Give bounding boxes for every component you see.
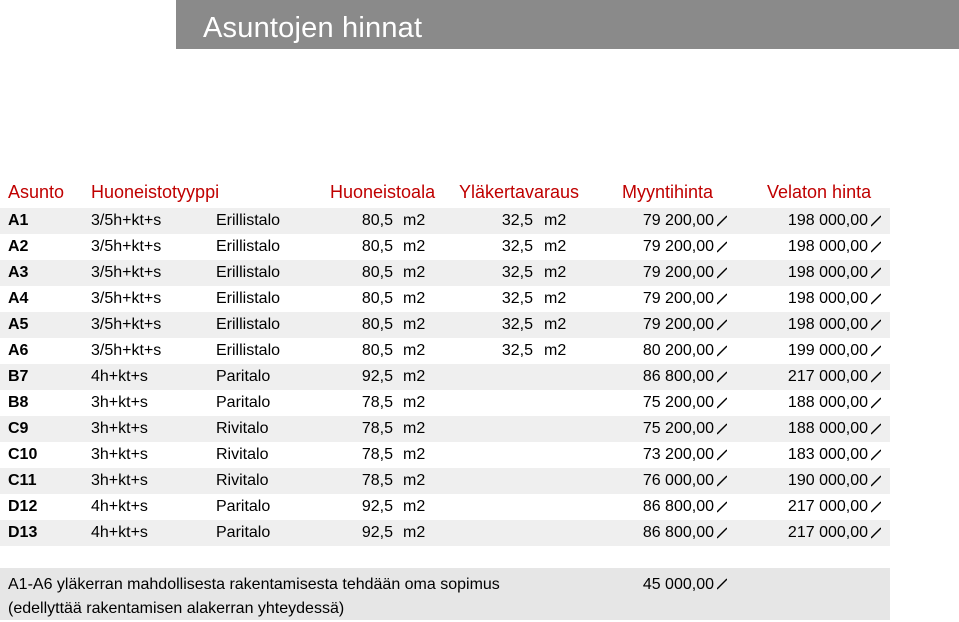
cell-ylakerta: 32,5 (501, 212, 533, 229)
cell-asunto: A5 (8, 316, 29, 333)
euro-sign-icon (871, 421, 881, 437)
table-row (0, 312, 890, 338)
cell-asunto: A3 (8, 264, 29, 281)
cell-ylakerta-unit: m2 (544, 212, 567, 229)
cell-ala-unit: m2 (403, 264, 426, 281)
cell-ala-unit: m2 (403, 420, 426, 437)
cell-tyyppi: 3/5h+kt+s (91, 290, 162, 307)
cell-asunto: C10 (8, 446, 38, 463)
cell-ala: 92,5 (361, 368, 393, 385)
cell-talotyyppi: Erillistalo (216, 342, 281, 359)
table-row (0, 286, 890, 312)
cell-myynti: 86 800,00 (642, 524, 714, 541)
cell-velaton: 198 000,00 (787, 264, 868, 281)
euro-sign-icon (717, 317, 727, 333)
euro-sign-icon (871, 473, 881, 489)
euro-sign-icon (871, 291, 881, 307)
footer-note-line2: (edellyttää rakentamisen alakerran yhteydessä) (8, 600, 345, 617)
cell-asunto: D13 (8, 524, 38, 541)
cell-talotyyppi: Erillistalo (216, 238, 281, 255)
cell-ala: 80,5 (361, 342, 393, 359)
table-row (0, 260, 890, 286)
cell-ylakerta-unit: m2 (544, 264, 567, 281)
cell-myynti: 79 200,00 (642, 290, 714, 307)
cell-velaton: 183 000,00 (787, 446, 868, 463)
cell-asunto: B8 (8, 394, 29, 411)
cell-ylakerta: 32,5 (501, 342, 533, 359)
euro-sign-icon (717, 473, 727, 489)
table-row (0, 208, 890, 234)
euro-sign-icon (871, 213, 881, 229)
table-row (0, 338, 890, 364)
cell-ala-unit: m2 (403, 212, 426, 229)
cell-ylakerta-unit: m2 (544, 342, 567, 359)
euro-sign-icon (717, 447, 727, 463)
page-title: Asuntojen hinnat (203, 12, 423, 44)
cell-tyyppi: 4h+kt+s (91, 368, 148, 385)
cell-velaton: 217 000,00 (787, 368, 868, 385)
title-bar (176, 0, 959, 49)
cell-myynti: 76 000,00 (642, 472, 714, 489)
table-row (0, 364, 890, 390)
euro-sign-icon (871, 265, 881, 281)
euro-sign-icon (717, 499, 727, 515)
cell-talotyyppi: Paritalo (216, 524, 271, 541)
cell-asunto: A1 (8, 212, 29, 229)
cell-ylakerta: 32,5 (501, 316, 533, 333)
footer-amount: 45 000,00 (642, 576, 714, 593)
header-asunto: Asunto (8, 182, 65, 202)
cell-tyyppi: 3h+kt+s (91, 472, 148, 489)
cell-talotyyppi: Paritalo (216, 498, 271, 515)
euro-sign-icon (871, 525, 881, 541)
cell-myynti: 75 200,00 (642, 420, 714, 437)
cell-myynti: 79 200,00 (642, 264, 714, 281)
header-myynti: Myyntihinta (622, 182, 714, 202)
euro-sign-icon (717, 239, 727, 255)
cell-ala: 92,5 (361, 524, 393, 541)
cell-talotyyppi: Erillistalo (216, 290, 281, 307)
cell-asunto: A4 (8, 290, 29, 307)
cell-myynti: 75 200,00 (642, 394, 714, 411)
cell-myynti: 79 200,00 (642, 316, 714, 333)
table-row (0, 442, 890, 468)
euro-sign-icon (871, 239, 881, 255)
cell-talotyyppi: Paritalo (216, 368, 271, 385)
header-velaton: Velaton hinta (767, 182, 872, 202)
euro-sign-icon (871, 317, 881, 333)
euro-sign-icon (871, 395, 881, 411)
table-row (0, 468, 890, 494)
cell-myynti: 80 200,00 (642, 342, 714, 359)
euro-sign-icon (717, 369, 727, 385)
euro-sign-icon (717, 343, 727, 359)
cell-ala: 80,5 (361, 238, 393, 255)
cell-velaton: 198 000,00 (787, 238, 868, 255)
euro-sign-icon (717, 395, 727, 411)
cell-tyyppi: 3/5h+kt+s (91, 342, 162, 359)
euro-sign-icon (717, 265, 727, 281)
cell-ala: 78,5 (361, 446, 393, 463)
cell-velaton: 198 000,00 (787, 290, 868, 307)
cell-myynti: 79 200,00 (642, 212, 714, 229)
cell-ala-unit: m2 (403, 368, 426, 385)
cell-velaton: 198 000,00 (787, 212, 868, 229)
cell-asunto: C9 (8, 420, 29, 437)
cell-ala-unit: m2 (403, 498, 426, 515)
table-row (0, 416, 890, 442)
cell-myynti: 86 800,00 (642, 498, 714, 515)
cell-ala-unit: m2 (403, 290, 426, 307)
euro-sign-icon (717, 421, 727, 437)
euro-sign-icon (717, 213, 727, 229)
cell-asunto: A2 (8, 238, 29, 255)
cell-ala-unit: m2 (403, 394, 426, 411)
cell-ylakerta-unit: m2 (544, 316, 567, 333)
cell-velaton: 188 000,00 (787, 420, 868, 437)
cell-ala: 80,5 (361, 290, 393, 307)
footer-note (0, 568, 890, 620)
cell-tyyppi: 3h+kt+s (91, 446, 148, 463)
cell-myynti: 73 200,00 (642, 446, 714, 463)
cell-tyyppi: 3h+kt+s (91, 394, 148, 411)
footer-note-line1: A1-A6 yläkerran mahdollisesta rakentamisesta tehdään oma sopimus (8, 576, 500, 593)
cell-talotyyppi: Rivitalo (216, 420, 269, 437)
cell-ylakerta-unit: m2 (544, 238, 567, 255)
cell-velaton: 198 000,00 (787, 316, 868, 333)
cell-talotyyppi: Rivitalo (216, 446, 269, 463)
euro-sign-icon (871, 499, 881, 515)
cell-tyyppi: 3/5h+kt+s (91, 264, 162, 281)
cell-ala: 78,5 (361, 420, 393, 437)
cell-ala: 78,5 (361, 394, 393, 411)
header-tyyppi: Huoneistotyyppi (91, 182, 220, 202)
cell-tyyppi: 4h+kt+s (91, 498, 148, 515)
cell-ala: 92,5 (361, 498, 393, 515)
cell-ala-unit: m2 (403, 238, 426, 255)
cell-ala: 80,5 (361, 316, 393, 333)
cell-talotyyppi: Erillistalo (216, 316, 281, 333)
table-row (0, 234, 890, 260)
cell-asunto: A6 (8, 342, 29, 359)
euro-sign-icon (717, 576, 727, 592)
cell-ala-unit: m2 (403, 316, 426, 333)
cell-velaton: 199 000,00 (787, 342, 868, 359)
cell-myynti: 79 200,00 (642, 238, 714, 255)
cell-asunto: D12 (8, 498, 38, 515)
cell-velaton: 217 000,00 (787, 524, 868, 541)
euro-sign-icon (717, 525, 727, 541)
header-ala: Huoneistoala (330, 182, 436, 202)
cell-ala: 80,5 (361, 264, 393, 281)
cell-tyyppi: 3/5h+kt+s (91, 212, 162, 229)
cell-ala-unit: m2 (403, 342, 426, 359)
cell-velaton: 188 000,00 (787, 394, 868, 411)
euro-sign-icon (871, 369, 881, 385)
cell-ylakerta: 32,5 (501, 290, 533, 307)
cell-velaton: 190 000,00 (787, 472, 868, 489)
cell-tyyppi: 3/5h+kt+s (91, 316, 162, 333)
cell-ylakerta: 32,5 (501, 238, 533, 255)
euro-sign-icon (871, 343, 881, 359)
table-row (0, 520, 890, 546)
cell-ylakerta: 32,5 (501, 264, 533, 281)
cell-talotyyppi: Erillistalo (216, 264, 281, 281)
cell-myynti: 86 800,00 (642, 368, 714, 385)
cell-velaton: 217 000,00 (787, 498, 868, 515)
cell-talotyyppi: Erillistalo (216, 212, 281, 229)
header-ylakerta: Yläkertavaraus (459, 182, 580, 202)
cell-tyyppi: 3h+kt+s (91, 420, 148, 437)
cell-tyyppi: 4h+kt+s (91, 524, 148, 541)
cell-talotyyppi: Paritalo (216, 394, 271, 411)
cell-talotyyppi: Rivitalo (216, 472, 269, 489)
cell-ala-unit: m2 (403, 446, 426, 463)
euro-sign-icon (871, 447, 881, 463)
euro-sign-icon (717, 291, 727, 307)
table-row (0, 390, 890, 416)
cell-ala-unit: m2 (403, 524, 426, 541)
cell-tyyppi: 3/5h+kt+s (91, 238, 162, 255)
cell-ala: 80,5 (361, 212, 393, 229)
table-row (0, 494, 890, 520)
cell-asunto: B7 (8, 368, 29, 385)
table-header (0, 180, 890, 207)
cell-ala: 78,5 (361, 472, 393, 489)
cell-ylakerta-unit: m2 (544, 290, 567, 307)
cell-asunto: C11 (8, 472, 37, 489)
cell-ala-unit: m2 (403, 472, 426, 489)
